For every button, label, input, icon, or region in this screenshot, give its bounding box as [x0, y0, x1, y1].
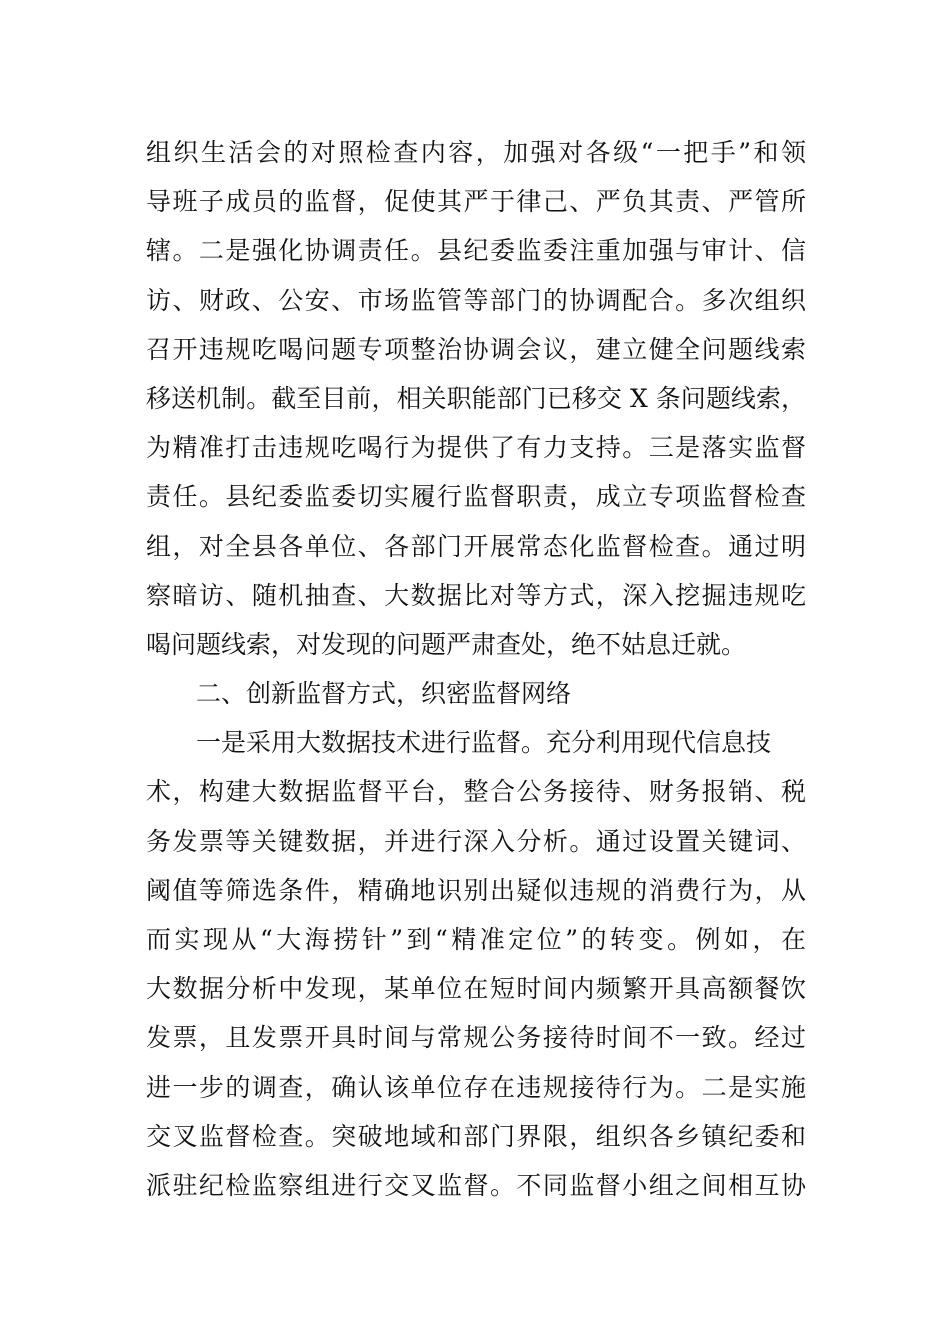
text-line: 移送机制。截至目前，相关职能部门已移交 X 条问题线索，	[146, 383, 806, 413]
text-line: 术，构建大数据监督平台，整合公务接待、财务报销、税	[146, 777, 806, 807]
text-line: 喝问题线索，对发现的问题严肃查处，绝不姑息迁就。	[146, 629, 747, 659]
text-line: 组，对全县各单位、各部门开展常态化监督检查。通过明	[146, 531, 806, 561]
text-line: 阈值等筛选条件，精确地识别出疑似违规的消费行为，从	[146, 875, 806, 905]
text-line: 务发票等关键数据，并进行深入分析。通过设置关键词、	[146, 826, 806, 856]
text-line: 为精准打击违规吃喝行为提供了有力支持。三是落实监督	[146, 433, 806, 463]
text-line: 大数据分析中发现，某单位在短时间内频繁开具高额餐饮	[146, 974, 806, 1004]
paragraph-first-line: 一是采用大数据技术进行监督。充分利用现代信息技	[196, 728, 772, 758]
text-line: 发票，且发票开具时间与常规公务接待时间不一致。经过	[146, 1023, 806, 1053]
text-line: 访、财政、公安、市场监管等部门的协调配合。多次组织	[146, 285, 806, 315]
text-line: 辖。二是强化协调责任。县纪委监委注重加强与审计、信	[146, 236, 806, 266]
text-line: 而实现从“大海捞针”到“精准定位”的转变。例如，在	[146, 925, 806, 954]
text-line: 召开违规吃喝问题专项整治协调会议，建立健全问题线索	[146, 334, 806, 364]
section-heading: 二、创新监督方式，织密监督网络	[196, 679, 572, 709]
text-line: 交叉监督检查。突破地域和部门界限，组织各乡镇纪委和	[146, 1121, 806, 1151]
text-line: 责任。县纪委监委切实履行监督职责，成立专项监督检查	[146, 482, 806, 512]
text-line: 派驻纪检监察组进行交叉监督。不同监督小组之间相互协	[146, 1170, 806, 1200]
text-line: 组织生活会的对照检查内容，加强对各级“一把手”和领	[146, 138, 806, 167]
text-line: 导班子成员的监督，促使其严于律己、严负其责、严管所	[146, 187, 806, 217]
document-body	[146, 128, 806, 1210]
text-line: 察暗访、随机抽查、大数据比对等方式，深入挖掘违规吃	[146, 580, 806, 610]
text-line: 进一步的调查，确认该单位存在违规接待行为。二是实施	[146, 1072, 806, 1102]
